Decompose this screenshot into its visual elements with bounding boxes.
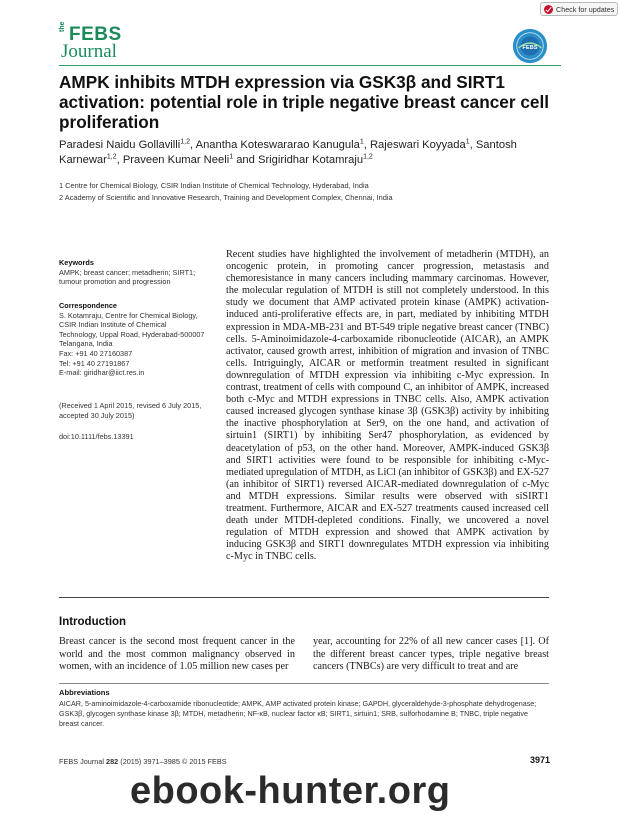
watermark: ebook-hunter.org	[130, 770, 451, 812]
keywords-heading: Keywords	[59, 258, 94, 267]
febs-seal-icon	[511, 27, 549, 65]
check-for-updates-label: Check for updates	[556, 4, 615, 14]
seal-text: FEBS	[522, 44, 538, 51]
keywords-block	[59, 258, 219, 287]
abstract: Recent studies have highlighted the involvement of metadherin (MTDH), an oncogenic protein, in promoting cancer progression, metastasis and chemoresistance in many cancers including mammary carcinomas. However, the molecular regulation of MTDH is still not completely understood. In this study we document that AMP activated protein kinase (AMPK) activation-induced anti-proliferative effects are, in part, mediated by inhibiting MTDH expression in MDA-MB-231 and BT-549 triple negative breast cancer (TNBC) cells. 5-Aminoimidazole-4-carboxamide ribonucleotide (AICAR), an AMPK activator, caused growth arrest, inhibition of migration and invasion of TNBC cells. Intriguingly, AICAR or metformin treatment resulted in significant downregulation of MTDH expression via inhibiting c-Myc expression. In contrast, treatment of cells with compound C, an inhibitor of AMPK, increased both c-Myc and MTDH expressions in TNBC cells. Also, AMPK activation caused increased glycogen synthase kinase 3β (GSK3β) activity by inhibiting the inactive phosphorylation at Ser9, on the one hand, and activation of sirtuin1 (SIRT1) by inhibiting Ser47 phosphorylation, as evidenced by deacetylation of p53, on the other hand. Moreover, AMPK-induced GSK3β and SIRT1 activities were found to be responsible for inhibiting c-Myc-mediated upregulation of MTDH, as LiCl (an inhibitor of GSK3β) and EX-527 (an inhibitor of SIRT1) reversed AICAR-mediated downregulation of c-Myc and MTDH expressions. Similar results were observed with siSIRT1 treatment. Furthermore, AICAR and EX-527 treatments caused increased cell death under MTDH-depleted conditions. Finally, we uncovered a novel regulation of MTDH expression and showed that AMPK activation by inducing GSK3β and SIRT1 downregulates MTDH expression via inhibiting c-Myc in TNBC cells.	[226, 249, 549, 563]
author-affiliation-sup: 1,2	[363, 153, 373, 161]
author-separator: and	[233, 154, 258, 166]
correspondence-heading: Correspondence	[59, 301, 117, 310]
article-title: AMPK inhibits MTDH expression via GSK3β and SIRT1 activation: potential role in triple negative breast cancer cell proliferation	[59, 72, 549, 132]
keywords-text: AMPK; breast cancer; metadherin; SIRT1; tumour promotion and progression	[59, 267, 196, 287]
abbreviations-divider	[59, 683, 549, 684]
logo-the: the	[59, 21, 66, 32]
author-name: Anantha Koteswararao Kanugula	[195, 139, 360, 151]
introduction-heading: Introduction	[59, 616, 127, 628]
logo-febs: FEBS	[69, 24, 122, 45]
introduction-col1: Breast cancer is the second most frequent cancer in the world and the most common malignancy observed in women, with an incidence of 1.05 million new cases per	[59, 636, 295, 673]
journal-logo	[59, 21, 129, 64]
abstract-divider	[59, 597, 549, 598]
author-name: Praveen Kumar Neeli	[122, 154, 230, 166]
header-divider	[59, 65, 561, 66]
abbreviations-heading: Abbreviations	[59, 688, 110, 697]
author-name: Paradesi Naidu Gollavilli	[59, 139, 181, 151]
author-affiliation-sup: 1	[465, 138, 470, 146]
correspondence-line: Technology, Uppal Road, Hyderabad-500007	[59, 329, 205, 339]
footer-journal: FEBS Journal	[59, 757, 107, 766]
affiliation-1: 1 Centre for Chemical Biology, CSIR Indian Institute of Chemical Technology, Hyderabad, India	[59, 181, 369, 190]
introduction-col2: year, accounting for 22% of all new cancer cases [1]. Of the different breast cancer types, triple negative breast cancers (TNBCs) are very difficult to treat and are	[313, 636, 549, 673]
correspondence-line: Tel: +91 40 27191867	[59, 358, 130, 368]
author-affiliation-sup: 1,2	[180, 138, 190, 146]
author-affiliation-sup: 1,2	[106, 153, 117, 161]
author-affiliation-sup: 1	[229, 153, 234, 161]
author-separator: ,	[363, 139, 370, 151]
logo-journal: Journal	[61, 41, 117, 62]
correspondence-line: Telangana, India	[59, 339, 113, 349]
correspondence-line: CSIR Indian Institute of Chemical	[59, 320, 167, 330]
author-list	[59, 138, 559, 168]
page-number: 3971	[530, 755, 551, 765]
doi[interactable]: doi:10.1111/febs.13391	[59, 432, 134, 441]
correspondence-line: S. Kotamraju, Centre for Chemical Biology,	[59, 310, 198, 320]
author-separator: ,	[116, 154, 123, 166]
received-dates: (Received 1 April 2015, revised 6 July 2015, accepted 30 July 2015)	[59, 401, 202, 420]
author-separator: ,	[469, 139, 476, 151]
author-name: Santosh Karnewar	[59, 139, 517, 166]
footer-rest: (2015) 3971–3985 © 2015 FEBS	[118, 757, 227, 766]
abbreviations-text: AICAR, 5-aminoimidazole-4-carboxamide ribonucleotide; AMPK, AMP activated protein kinase; GAPDH, glyceraldehyde-3-phosphate dehydrogenase; GSK3β, glycogen synthase kinase 3β; MTDH, metadherin; NF-κB, nuclear factor κB; SIRT1, sirtuin1; SRB, sulforhodamine B; TNBC, triple negative breast cancer.	[59, 699, 537, 728]
correspondence-line: Fax: +91 40 27160387	[59, 348, 133, 358]
check-for-updates-button[interactable]	[540, 2, 618, 16]
author-affiliation-sup: 1	[359, 138, 364, 146]
check-badge-icon	[544, 5, 553, 14]
correspondence-block	[59, 301, 219, 378]
footer-citation	[59, 757, 227, 766]
footer-volume: 282	[106, 757, 119, 766]
author-name: Rajeswari Koyyada	[369, 139, 466, 151]
author-separator: ,	[190, 139, 196, 151]
author-name: Srigiridhar Kotamraju	[257, 154, 364, 166]
correspondence-email[interactable]: E-mail: giridhar@iict.res.in	[59, 368, 145, 378]
affiliation-2: 2 Academy of Scientific and Innovative Research, Training and Development Complex, Chennai, India	[59, 193, 393, 202]
